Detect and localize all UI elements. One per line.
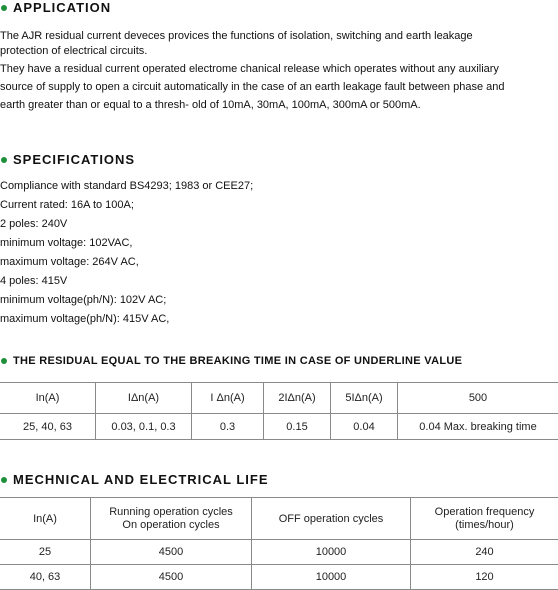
header-line: Operation frequency <box>415 506 554 519</box>
bullet-icon <box>1 358 7 364</box>
table-cell: 25 <box>0 540 91 565</box>
table-cell: 25, 40, 63 <box>0 414 96 440</box>
bullet-icon <box>1 5 7 11</box>
table-cell: 240 <box>411 540 558 565</box>
spec-line: 2 poles: 240V <box>0 215 253 234</box>
table-header-row <box>0 498 558 540</box>
breaking-time-heading <box>0 355 462 367</box>
life-heading-text: MECHNICAL AND ELECTRICAL LIFE <box>13 472 269 487</box>
table-cell: 10000 <box>252 565 411 590</box>
application-line: source of supply to open a circuit automatically in the case of an earth leakage fault between phase and <box>0 78 558 96</box>
breaking-time-table <box>0 382 558 440</box>
specifications-list <box>0 177 253 329</box>
header-cell <box>91 498 252 540</box>
spec-line: 4 poles: 415V <box>0 272 253 291</box>
table-cell: 0.04 Max. breaking time <box>398 414 558 440</box>
spec-line: Compliance with standard BS4293; 1983 or CEE27; <box>0 177 253 196</box>
bullet-icon <box>1 477 7 483</box>
table-row <box>0 414 558 440</box>
bullet-icon <box>1 157 7 163</box>
table-cell: 10000 <box>252 540 411 565</box>
header-cell: In(A) <box>0 498 91 540</box>
table-cell: 40, 63 <box>0 565 91 590</box>
table-cell: 0.15 <box>264 414 331 440</box>
table-cell: 120 <box>411 565 558 590</box>
header-cell: 2IΔn(A) <box>264 383 331 414</box>
header-line: On operation cycles <box>95 519 247 532</box>
table-header-row <box>0 383 558 414</box>
spec-line: minimum voltage(ph/N): 102V AC; <box>0 291 253 310</box>
header-line: Running operation cycles <box>95 506 247 519</box>
header-line: (times/hour) <box>415 519 554 532</box>
table-cell: 0.03, 0.1, 0.3 <box>96 414 192 440</box>
header-cell: IΔn(A) <box>96 383 192 414</box>
header-cell: OFF operation cycles <box>252 498 411 540</box>
spec-line: maximum voltage: 264V AC, <box>0 253 253 272</box>
spec-line: Current rated: 16A to 100A; <box>0 196 253 215</box>
table-row <box>0 565 558 590</box>
application-heading-text: APPLICATION <box>13 0 111 15</box>
life-heading <box>0 472 269 487</box>
header-cell: 500 <box>398 383 558 414</box>
table-cell: 4500 <box>91 540 252 565</box>
table-cell: 0.3 <box>192 414 264 440</box>
application-heading <box>0 0 111 15</box>
application-line: The AJR residual current deveces provices the functions of isolation, switching and earth leakage <box>0 27 558 45</box>
application-text <box>0 27 558 114</box>
spec-line: maximum voltage(ph/N): 415V AC, <box>0 310 253 329</box>
life-table <box>0 497 558 590</box>
specifications-heading-text: SPECIFICATIONS <box>13 152 135 167</box>
table-cell: 0.04 <box>331 414 398 440</box>
application-line: earth greater than or equal to a thresh- old of 10mA, 30mA, 100mA, 300mA or 500mA. <box>0 96 558 114</box>
table-row <box>0 540 558 565</box>
spec-line: minimum voltage: 102VAC, <box>0 234 253 253</box>
table-cell: 4500 <box>91 565 252 590</box>
specifications-heading <box>0 152 135 167</box>
header-cell <box>411 498 558 540</box>
header-cell: I Δn(A) <box>192 383 264 414</box>
header-cell: 5IΔn(A) <box>331 383 398 414</box>
application-line: protection of electrical circuits. <box>0 42 558 60</box>
header-cell: In(A) <box>0 383 96 414</box>
application-line: They have a residual current operated electrome chanical release which operates without any auxiliary <box>0 60 558 78</box>
breaking-time-heading-text: THE RESIDUAL EQUAL TO THE BREAKING TIME IN CASE OF UNDERLINE VALUE <box>13 355 462 367</box>
